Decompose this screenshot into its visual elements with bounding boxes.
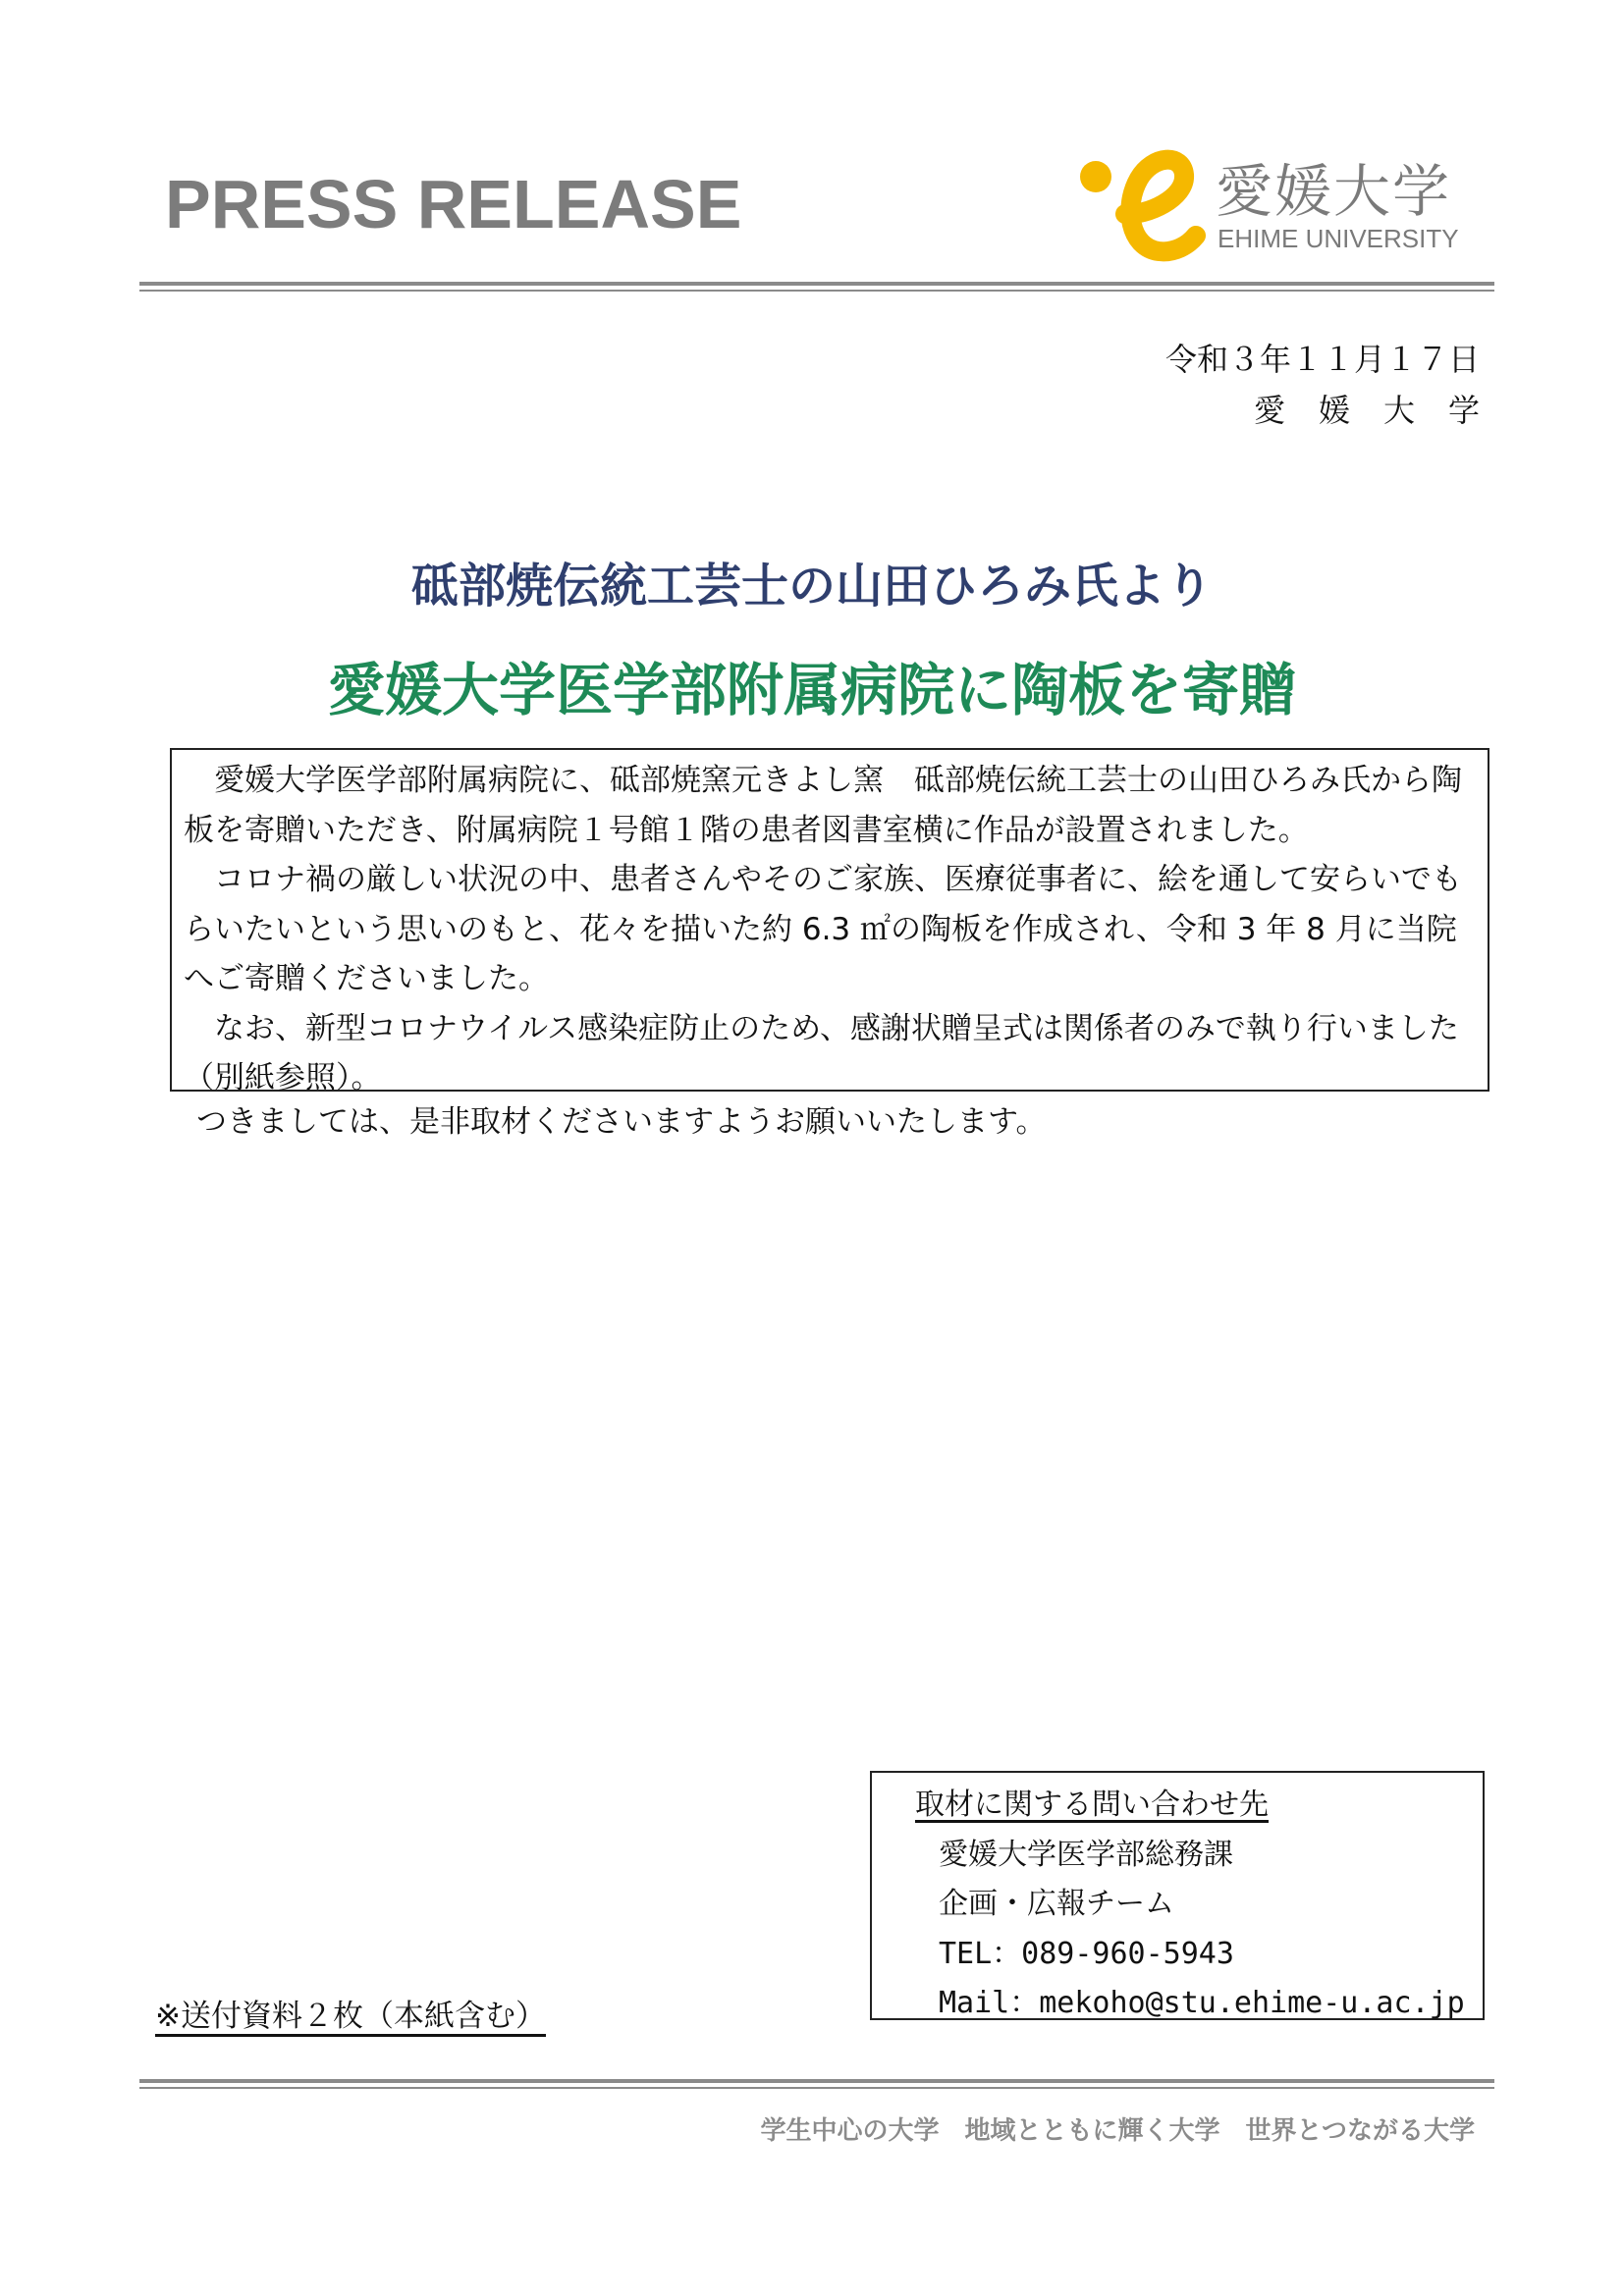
- summary-paragraph-1: 愛媛大学医学部附属病院に、砥部焼窯元きよし窯 砥部焼伝統工芸士の山田ひろみ氏から陶板を寄贈いただき、附属病院１号館１階の患者図書室横に作品が設置されました。: [184, 763, 1462, 848]
- release-date: 令和３年１１月１７日: [1164, 341, 1480, 378]
- footer-divider: [139, 2079, 1494, 2089]
- summary-paragraph-2: コロナ禍の厳しい状況の中、患者さんやそのご家族、医療従事者に、絵を通して安らいでもらいたいという思いのもと、花々を描いた約 6.3 ㎡の陶板を作成され、令和 3 年 8 月に当院へご寄贈くださいました。: [184, 862, 1462, 996]
- header-divider: [139, 282, 1494, 292]
- title-line-2: 愛媛大学医学部附属病院に陶板を寄贈: [327, 657, 1296, 723]
- contact-heading: 取材に関する問い合わせ先: [915, 1788, 1269, 1822]
- release-meta: [1164, 334, 1513, 436]
- logo-english-text: EHIME UNIVERSITY: [1218, 224, 1459, 253]
- footer-slogan: 学生中心の大学 地域とともに輝く大学 世界とつながる大学: [760, 2116, 1475, 2146]
- press-release-heading: PRESS RELEASE: [165, 166, 742, 242]
- issuing-organization: 愛媛大学: [1253, 392, 1513, 429]
- closing-request: つきましては、是非取材くださいますようお願いいたします。: [196, 1104, 1047, 1140]
- enclosure-note: ※送付資料２枚（本紙含む）: [155, 1999, 546, 2034]
- contact-department: 愛媛大学医学部総務課: [939, 1837, 1233, 1872]
- ehime-university-logo: [1068, 137, 1461, 265]
- press-contact-box: [870, 1771, 1485, 2020]
- contact-email: Mail：mekoho@stu.ehime-u.ac.jp: [939, 1986, 1465, 2020]
- ehime-logo-mark-icon: [1068, 137, 1216, 265]
- summary-box: [170, 748, 1489, 1095]
- contact-phone: TEL：089-960-5943: [939, 1936, 1234, 1971]
- contact-team: 企画・広報チーム: [939, 1887, 1174, 1921]
- logo-kanji-text: 愛媛大学: [1216, 158, 1452, 225]
- title-line-1: 砥部焼伝統工芸士の山田ひろみ氏より: [410, 559, 1213, 614]
- summary-paragraph-3: なお、新型コロナウイルス感染症防止のため、感謝状贈呈式は関係者のみで執り行いました（別紙参照）。: [184, 1010, 1459, 1095]
